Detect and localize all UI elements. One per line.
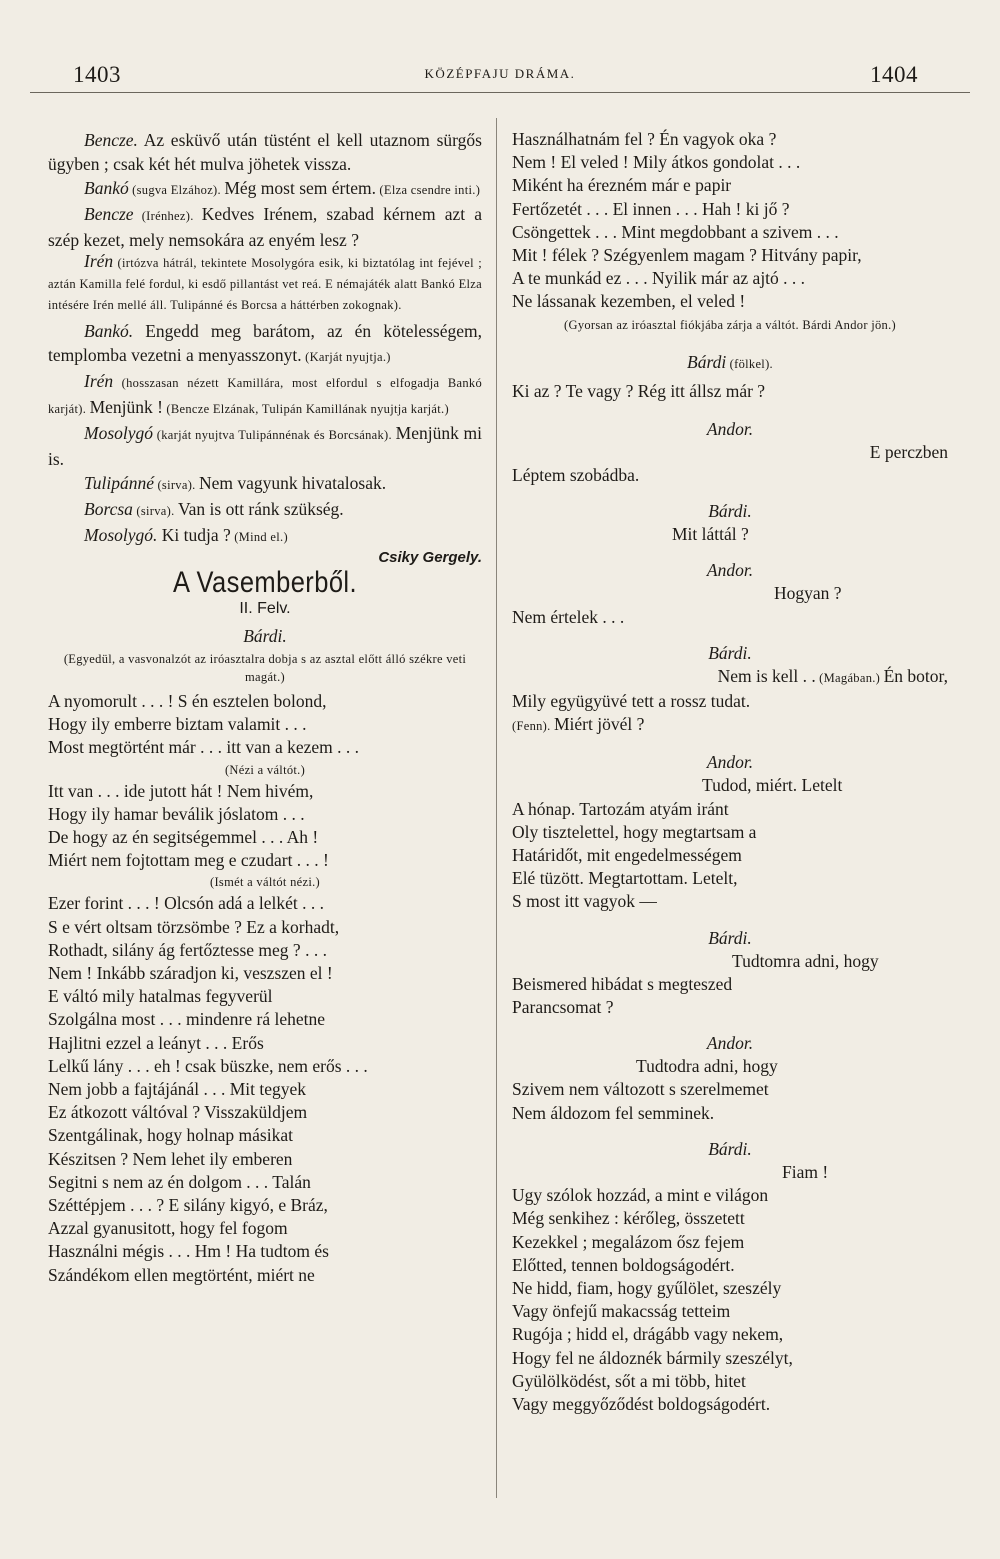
stage-direction: (Gyorsan az iróasztal fiókjába zárja a váltót. Bárdi Andor jön.): [564, 317, 896, 332]
verse-line: [512, 713, 948, 738]
verse-text: Nem is kell . .: [717, 665, 816, 686]
verse-line: Most megtörtént már . . . itt van a kezem . . .: [48, 737, 360, 758]
speaker-heading: Bárdi.: [708, 642, 752, 663]
verse-line: Mit ! félek ? Szégyenlem magam ? Hitvány papir,: [512, 245, 862, 266]
dialogue-text: Az esküvő után tüstént el kell utaznom sürgős ügyben ; csak két hét mulva jöhetek vissza.: [48, 130, 482, 174]
speaker-heading: Bárdi.: [708, 927, 752, 948]
speaker-name: Borcsa: [84, 499, 133, 519]
verse-line: Oly tisztelettel, hogy megtartsam a: [512, 821, 757, 842]
verse-line: Léptem szobádba.: [512, 465, 640, 486]
verse-line: Lelkű lány . . . eh ! csak büszke, nem erős . . .: [48, 1055, 368, 1076]
verse-line: Mily együgyüvé tett a rossz tudat.: [512, 691, 751, 712]
verse-line: [512, 665, 948, 690]
dialogue-paragraph: [48, 471, 482, 497]
dialogue-text: Menjünk !: [89, 397, 163, 417]
speaker-heading: Bárdi.: [708, 1138, 752, 1159]
verse-line: Ezer forint . . . ! Olcsón adá a lelkét . . .: [48, 893, 325, 914]
stage-direction: (Elza csendre inti.): [376, 183, 481, 197]
verse-line: Miként ha érezném már e papir: [512, 175, 732, 196]
dialogue-paragraph: [48, 369, 482, 421]
speaker-name: Mosolygó.: [84, 525, 158, 545]
verse-line: A te munkád ez . . . Nyilik már az ajtó . . .: [512, 268, 806, 289]
dialogue-paragraph: [512, 350, 948, 376]
verse-line: Határidőt, mit engedelmességem: [512, 845, 742, 866]
verse-line: Ne hidd, fiam, hogy gyűlölet, szeszély: [512, 1277, 782, 1298]
verse-line: Segitni s nem az én dolgom . . . Talán: [48, 1171, 311, 1192]
verse-line: Szivem nem változott s szerelmemet: [512, 1079, 769, 1100]
verse-line: Ugy szólok hozzád, a mint e világon: [512, 1185, 769, 1206]
speaker-name: Irén: [84, 251, 114, 271]
page-number-right: 1404: [870, 62, 918, 87]
left-column: [48, 128, 482, 1287]
verse-line: Nem áldozom fel semminek.: [512, 1102, 715, 1123]
dialogue-text: Menjünk mi is.: [48, 423, 482, 469]
verse-line: Itt van . . . ide jutott hát ! Nem hivém,: [48, 780, 314, 801]
verse-line: Elé tüzött. Megtartottam. Letelt,: [512, 868, 738, 889]
dialogue-paragraph: [48, 252, 482, 315]
dialogue-text: Engedd meg barátom, az én kötelességem, templomba vezetni a menyasszonyt.: [48, 321, 482, 365]
page-header: [0, 56, 1000, 96]
verse-line: Ez átkozott váltóval ? Visszaküldjem: [48, 1102, 308, 1123]
speaker-heading: Andor.: [706, 418, 754, 439]
speaker-heading: Bárdi.: [243, 626, 287, 646]
stage-direction: (Magában.): [815, 670, 884, 685]
verse-line: Hogyan ?: [774, 583, 842, 604]
verse-line: Használni mégis . . . Hm ! Ha tudtom és: [48, 1241, 329, 1262]
author-signature: Csiky Gergely.: [378, 549, 482, 566]
speaker-name: Mosolygó: [84, 423, 154, 443]
dialogue-paragraph: [48, 176, 482, 202]
dialogue-paragraph: [48, 421, 482, 471]
verse-line: Hogy ily hamar beválik jóslatom . . .: [48, 803, 305, 824]
verse-line: Ne lássanak kezemben, el veled !: [512, 291, 746, 312]
verse-line: Csöngettek . . . Mint megdobbant a szivem . . .: [512, 221, 839, 242]
stage-direction: (Mind el.): [230, 530, 288, 544]
stage-direction: (Bencze Elzának, Tulipán Kamillának nyujtja karját.): [162, 402, 449, 416]
stage-direction: (sirva).: [132, 504, 178, 518]
verse-line: Tudtodra adni, hogy: [636, 1056, 778, 1077]
verse-line: Beismered hibádat s megteszed: [512, 973, 733, 994]
dialogue-paragraph: [48, 202, 482, 252]
verse-line: Széttépjem . . . ? E silány kigyó, e Bráz,: [48, 1195, 328, 1216]
verse-line: Vagy önfejű makacsság tetteim: [512, 1301, 731, 1322]
verse-line: Parancsomat ?: [512, 997, 614, 1018]
header-rule: [30, 92, 970, 93]
speaker-name: Bencze.: [84, 130, 138, 150]
dialogue-text: Még most sem értem.: [224, 178, 376, 198]
dialogue-paragraph: [48, 523, 482, 549]
verse-line: Mit láttál ?: [672, 524, 749, 545]
speaker-name: Bárdi: [687, 351, 727, 372]
stage-direction: (karját nyujtva Tulipánnénak és Borcsának).: [153, 428, 396, 442]
verse-line: Használhatnám fel ? Én vagyok oka ?: [512, 129, 777, 149]
dialogue-text: Nem vagyunk hivatalosak.: [199, 473, 387, 493]
dialogue-paragraph: [48, 319, 482, 369]
verse-text: Miért jövél ?: [553, 714, 645, 735]
speaker-name: Bencze: [84, 204, 134, 224]
verse-line: Még senkihez : kérőleg, összetett: [512, 1208, 745, 1229]
column-divider: [496, 118, 497, 1498]
verse-line: A hónap. Tartozám atyám iránt: [512, 798, 729, 819]
dialogue-paragraph: [48, 128, 482, 176]
verse-line: Nem jobb a fajtájánál . . . Mit tegyek: [48, 1079, 307, 1100]
verse-line: E váltó mily hatalmas fegyverül: [48, 986, 273, 1007]
verse-line: A nyomorult . . . ! S én esztelen bolond,: [48, 691, 327, 711]
verse-line: Azzal gyanusitott, hogy fel fogom: [48, 1218, 288, 1239]
verse-line: S most itt vagyok —: [512, 891, 657, 912]
act-label: II. Felv.: [239, 600, 291, 617]
stage-direction: (sugva Elzához).: [128, 183, 225, 197]
verse-line: Vagy meggyőződést boldogságodért.: [512, 1393, 771, 1414]
verse-line: Tudod, miért. Letelt: [702, 775, 843, 796]
verse-text: Én botor,: [883, 665, 948, 686]
dialogue-text: Kedves Irénem, szabad kérnem azt a szép kezet, mely nemsokára az enyém lesz ?: [48, 204, 482, 250]
verse-line: Ki az ? Te vagy ? Rég itt állsz már ?: [512, 380, 766, 401]
verse-line: Fiam !: [782, 1161, 829, 1182]
dialogue-paragraph: [48, 497, 482, 523]
page-number-left: 1403: [73, 62, 121, 87]
verse-line: Hogy ily emberre biztam valamit . . .: [48, 714, 307, 735]
section-title: A Vasemberből.: [172, 566, 358, 599]
verse-line: Szándékom ellen megtörtént, miért ne: [48, 1264, 315, 1285]
verse-line: De hogy az én segitségemmel . . . Ah !: [48, 827, 319, 848]
stage-direction: (hosszasan nézett Kamillára, most elfordul s elfogadja Bankó karját).: [48, 376, 482, 416]
speaker-name: Tulipánné: [84, 473, 155, 493]
verse-line: Rugója ; hidd el, drágább vagy nekem,: [512, 1324, 784, 1345]
stage-direction: (Fenn).: [512, 719, 554, 734]
stage-direction: (Karját nyujtja.): [301, 350, 391, 364]
stage-direction: (Egyedül, a vasvonalzót az iróasztalra dobja s az asztal előtt álló székre veti magát.): [63, 652, 467, 684]
stage-direction: (irtózva hátrál, tekintete Mosolygóra esik, ki biztatólag int fejével ; aztán Kamilla felé fordul, ki esdő pillantást vet reá. E némajáték alatt Bankó Elza intésére Irén mellé áll. Tulipánné és Borcsa a háttérben zokognak).: [48, 256, 482, 312]
verse-line: Nem értelek . . .: [512, 606, 625, 627]
speaker-heading: Bárdi.: [708, 501, 752, 522]
running-head: KÖZÉPFAJU DRÁMA.: [424, 66, 576, 81]
stage-direction: (fölkel).: [726, 356, 773, 371]
speaker-heading: Andor.: [706, 1033, 754, 1054]
speaker-heading: Andor.: [706, 560, 754, 581]
stage-direction: (Ismét a váltót nézi.): [209, 875, 321, 890]
stage-direction: (Irénhez).: [133, 209, 202, 223]
verse-line: Miért nem fojtottam meg e czudart . . . !: [48, 850, 329, 871]
verse-line: E perczben: [869, 441, 948, 462]
verse-line: Előtted, tennen boldogságodért.: [512, 1254, 735, 1275]
stage-direction: (sirva).: [154, 478, 200, 492]
dialogue-text: Ki tudja ?: [157, 525, 231, 545]
verse-line: Rothadt, silány ág fertőztesse meg ? . . .: [48, 939, 327, 960]
stage-direction: (Nézi a váltót.): [224, 762, 306, 777]
verse-line: Készitsen ? Nem lehet ily emberen: [48, 1148, 293, 1169]
speaker-name: Irén: [84, 371, 114, 391]
verse-line: Hajlitni ezzel a leányt . . . Erős: [48, 1032, 264, 1053]
verse-line: Hogy fel ne áldoznék bármily szeszélyt,: [512, 1347, 793, 1368]
verse-line: Szentgálinak, hogy holnap másikat: [48, 1125, 293, 1146]
verse-line: Fertőzetét . . . El innen . . . Hah ! ki jő ?: [512, 198, 790, 219]
verse-line: S e vért oltsam törzsömbe ? Ez a korhadt,: [48, 916, 340, 937]
dialogue-text: Van is ott ránk szükség.: [177, 499, 344, 519]
right-column: [512, 128, 948, 1416]
verse-line: Szolgálna most . . . mindenre rá lehetne: [48, 1009, 326, 1030]
verse-line: Kezekkel ; megalázom ősz fejem: [512, 1231, 745, 1252]
speaker-heading: Andor.: [706, 752, 754, 773]
speaker-name: Bankó: [84, 178, 129, 198]
speaker-name: Bankó.: [84, 321, 134, 341]
verse-line: Nem ! Inkább száradjon ki, veszszen el !: [48, 963, 333, 984]
verse-line: Nem ! El veled ! Mily átkos gondolat . . .: [512, 152, 801, 173]
verse-line: Gyülölködést, sőt a mi több, hitet: [512, 1370, 746, 1391]
verse-line: Tudtomra adni, hogy: [732, 950, 879, 971]
